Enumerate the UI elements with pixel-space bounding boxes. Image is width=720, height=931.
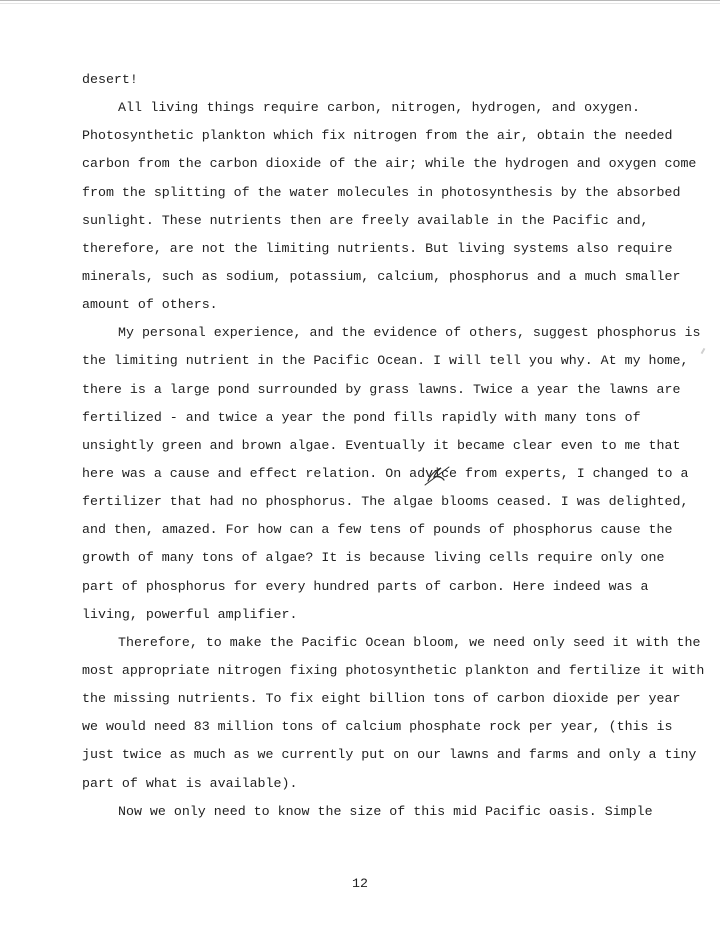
text-line: the limiting nutrient in the Pacific Ocean. I will tell you why. At my home, — [82, 353, 689, 369]
text-line: just twice as much as we currently put on our lawns and farms and only a tiny — [82, 747, 697, 763]
text-line: from the splitting of the water molecules in photosynthesis by the absorbed — [82, 184, 681, 200]
text-line: part of what is available). — [82, 775, 298, 791]
text-line: there is a large pond surrounded by grass lawns. Twice a year the lawns are — [82, 381, 681, 397]
text-line: amount of others. — [82, 297, 218, 313]
text-line: living, powerful amplifier. — [82, 606, 298, 622]
text-line: fertilized - and twice a year the pond fills rapidly with many tons of — [82, 409, 641, 425]
text-line: sunlight. These nutrients then are freely available in the Pacific and, — [82, 212, 649, 228]
text-line: All living things require carbon, nitrogen, hydrogen, and oxygen. — [118, 100, 640, 116]
text-line: therefore, are not the limiting nutrients. But living systems also require — [82, 240, 673, 256]
handwritten-correction-mark — [422, 465, 452, 487]
text-line: desert! — [82, 72, 138, 87]
text-line: most appropriate nitrogen fixing photosynthetic plankton and fertilize it with — [82, 662, 705, 678]
text-line: unsightly green and brown algae. Eventually it became clear even to me that — [82, 437, 681, 453]
text-line: Therefore, to make the Pacific Ocean bloom, we need only seed it with the — [118, 634, 701, 650]
top-edge-rule — [0, 0, 720, 1]
text-line: fertilizer that had no phosphorus. The algae blooms ceased. I was delighted, — [82, 494, 689, 510]
text-line: part of phosphorus for every hundred parts of carbon. Here indeed was a — [82, 578, 649, 594]
document-body — [82, 70, 705, 830]
text-line: My personal experience, and the evidence of others, suggest phosphorus is — [118, 325, 701, 341]
text-line: carbon from the carbon dioxide of the air; while the hydrogen and oxygen come — [82, 156, 697, 172]
text-line: Photosynthetic plankton which fix nitrogen from the air, obtain the needed — [82, 128, 673, 144]
text-line: growth of many tons of algae? It is because living cells require only one — [82, 550, 665, 566]
text-line: minerals, such as sodium, potassium, calcium, phosphorus and a much smaller — [82, 268, 681, 284]
page-number: 12 — [352, 876, 368, 891]
top-edge-shadow — [0, 3, 720, 4]
text-line: Now we only need to know the size of this mid Pacific oasis. Simple — [118, 803, 653, 819]
text-line: here was a cause and effect relation. On advice from experts, I changed to a — [82, 465, 689, 481]
text-line: and then, amazed. For how can a few tens of pounds of phosphorus cause the — [82, 522, 673, 538]
text-line: the missing nutrients. To fix eight billion tons of carbon dioxide per year — [82, 691, 681, 707]
margin-mark — [701, 348, 706, 354]
text-line: we would need 83 million tons of calcium phosphate rock per year, (this is — [82, 719, 673, 735]
